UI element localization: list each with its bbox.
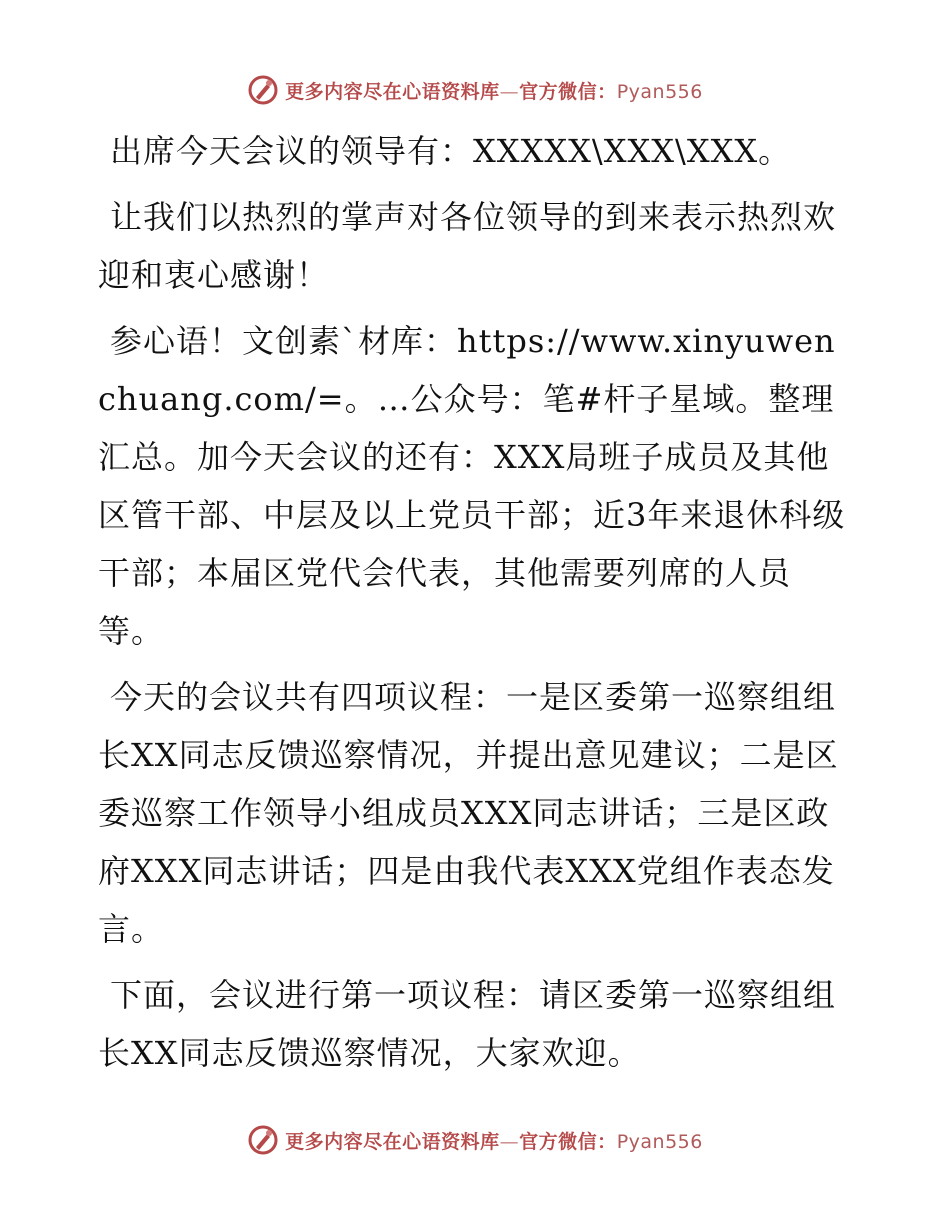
- watermark-main: 更多内容尽在心语资料库: [285, 1130, 500, 1153]
- watermark-handle: Pyan556: [616, 80, 703, 103]
- watermark-official: 官方微信：: [519, 80, 617, 103]
- watermark-text: [285, 77, 703, 104]
- watermark-official: 官方微信：: [519, 1130, 617, 1153]
- watermark-handle: Pyan556: [616, 1130, 703, 1153]
- watermark-dash: —: [499, 80, 520, 103]
- pen-seal-icon: [247, 74, 279, 106]
- paragraph-agenda: 今天的会议共有四项议程：一是区委第一巡察组组长XX同志反馈巡察情况，并提出意见建议；二是区委巡察工作领导小组成员XXX同志讲话；三是区政府XXX同志讲话；四是由我代表XXX党组作表态发言。: [98, 678, 839, 948]
- watermark-dash: —: [499, 1130, 520, 1153]
- watermark-main: 更多内容尽在心语资料库: [285, 80, 500, 103]
- paragraph-welcome: 让我们以热烈的掌声对各位领导的到来表示热烈欢迎和衷心感谢！: [98, 198, 837, 294]
- paragraph-other-attendees: 参心语！文创素`材库：https://www.xinyuwenchuang.com/=。…公众号：笔#杆子星域。整理汇总。加今天会议的还有：XXX局班子成员及其他区管干部、中层及以上党员干部；近3年来退休科级干部；本届区党代会代表，其他需要列席的人员等。: [98, 322, 846, 650]
- paragraph-attending-leaders: 出席今天会议的领导有：XXXXX\XXX\XXX。: [110, 132, 792, 170]
- paragraph-first-item: 下面，会议进行第一项议程：请区委第一巡察组组长XX同志反馈巡察情况，大家欢迎。: [98, 976, 837, 1072]
- watermark-text: [285, 1127, 703, 1154]
- document-body: [98, 122, 848, 1090]
- pen-seal-icon: [247, 1124, 279, 1156]
- header-watermark: [0, 70, 950, 110]
- footer-watermark: [0, 1120, 950, 1160]
